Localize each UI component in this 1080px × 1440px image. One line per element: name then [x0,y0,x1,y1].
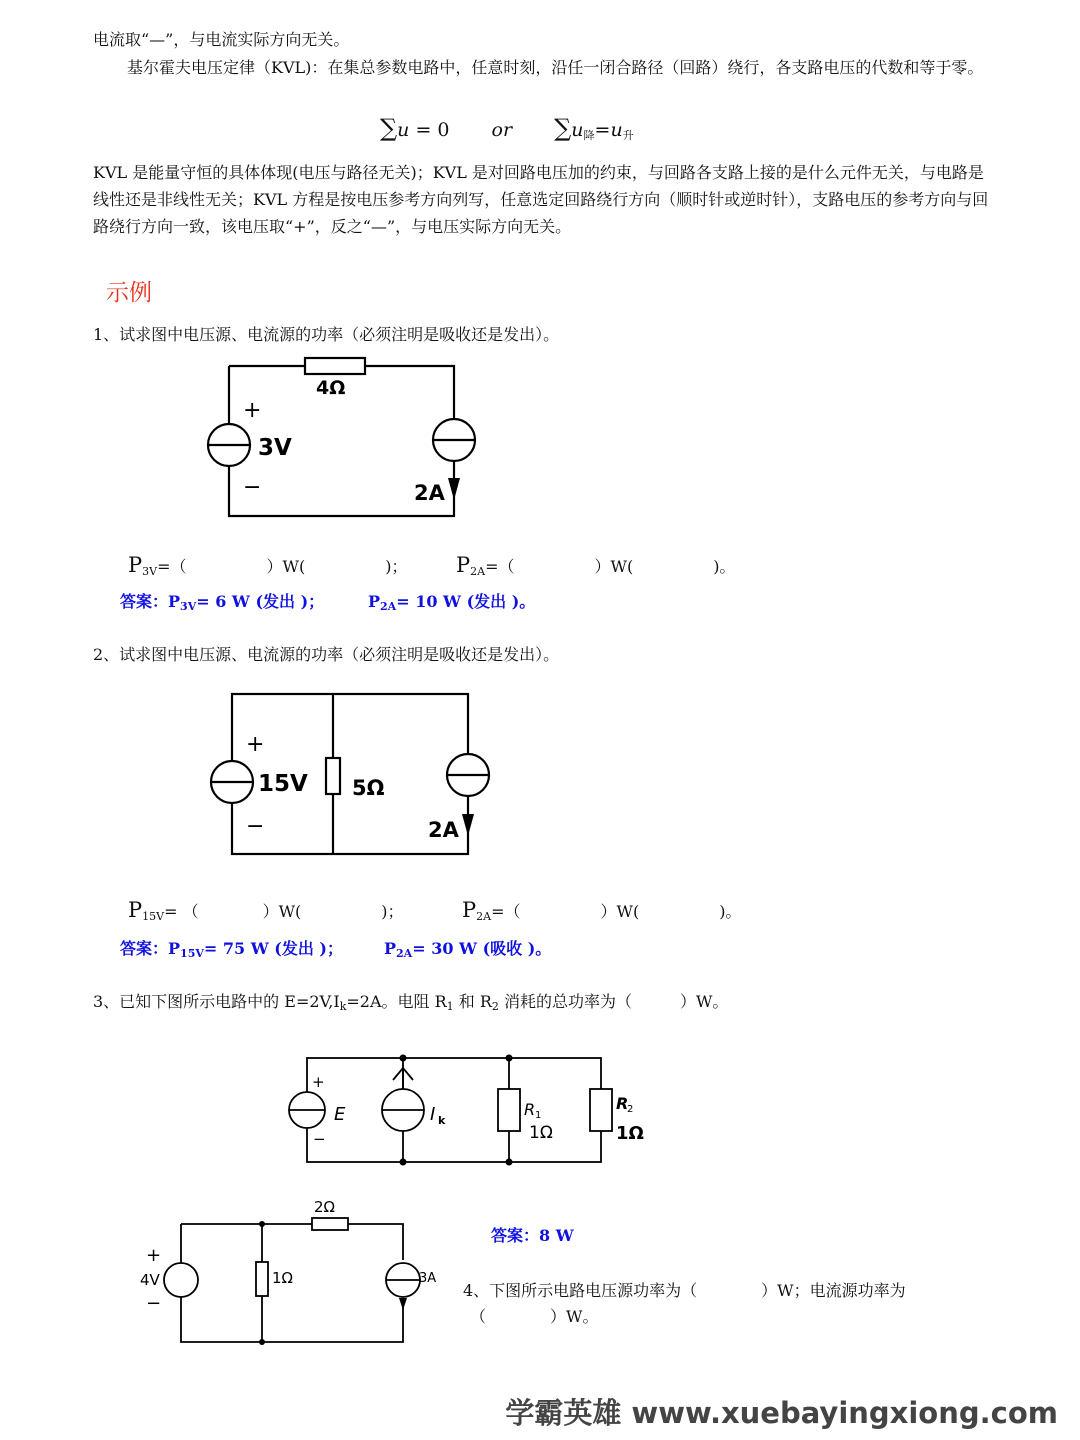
ex1-minus-label: − [243,475,262,500]
formula-or: or [491,119,513,141]
ex4-minus-label: − [146,1293,162,1314]
ex4-plus-label: + [146,1245,162,1266]
ex4-node-bottom [259,1339,265,1345]
ex1-question: 1、试求图中电压源、电流源的功率（必须注明是吸收还是发出）。 [93,325,560,344]
ex2-blank-2-rest: =（ ）W( )。 [491,902,742,921]
ex1-blank-2-rest: =（ ）W( )。 [485,557,736,576]
ex4-r-mid-label: 1Ω [272,1269,294,1287]
ex3-question-d: 消耗的总功率为（ ）W。 [498,992,729,1011]
ex1-source-v-label: 3V [258,435,292,461]
ex4-node-top [259,1221,265,1227]
ex2-blank-2-sub: 2A [476,910,492,923]
text-line-top: 电流取“—”，与电流实际方向无关。 [93,30,350,49]
ex3-r1-label: R [524,1100,536,1119]
ex4-question-b: （ ）W。 [470,1307,599,1326]
ex3-plus-label: + [312,1073,325,1091]
ex3-question-sub-k: k [339,1000,347,1013]
ex1-blank-1-p: P [128,553,143,577]
formula-eq: = [594,119,611,141]
ex1-source-i-label: 2A [414,481,445,505]
ex2-answer-2-value: = 30 W (吸收 )。 [412,939,552,958]
ex3-i-label: I [430,1104,436,1125]
ex1-answer-1-value: = 6 W (发出 )； [196,592,325,611]
formula-u-rise: u [610,119,623,141]
formula-sub-rise: 升 [622,129,634,142]
watermark: 学霸英雄 www.xuebayingxiong.com [505,1396,1058,1430]
ex2-answer-2-sub: 2A [396,947,413,960]
ex4-source-v-label: 4V [140,1271,160,1289]
ex2-answer-1-p: P [168,939,181,958]
ex2-minus-label: − [246,814,265,839]
formula-u-drop: u [571,119,584,141]
ex4-r-top-resistor [312,1218,348,1230]
ex2-question: 2、试求图中电压源、电流源的功率（必须注明是吸收还是发出）。 [93,645,560,664]
ex1-blank-1-sub: 3V [142,565,158,578]
ex3-question-sub-r2: 2 [491,1000,499,1013]
ex3-question-a: 3、已知下图所示电路中的 E=2V,I [93,992,340,1011]
ex4-question-a: 4、下图所示电路电压源功率为（ ）W；电流源功率为 [463,1281,906,1300]
ex2-blank-1-p: P [128,898,143,922]
ex3-question-c: 和 R [453,992,492,1011]
ex1-plus-label: + [243,398,262,423]
ex2-source-i-label: 2A [428,818,459,842]
ex2-answer-1-sub: 15V [180,947,204,960]
ex2-blank-1-sub: 15V [142,910,165,923]
ex4-source-i-label: 3A [419,1271,437,1286]
ex2-answer-2-p: P [384,939,397,958]
ex4-r-mid-resistor [256,1262,268,1296]
ex3-minus-label: − [313,1130,326,1148]
kvl-note: KVL 是能量守恒的具体体现(电压与路径无关)；KVL 是对回路电压加的约束，与回路各支路上接的是什么元件无关，与电路是线性还是非线性无关；KVL 方程是按电压参考方向列写，任意选定回路绕行方向（顺时针或逆时针），支路电压的参考方向与回路绕行方向一致，该电压取“+”，反之“—”，与电压实际方向无关。 [93,163,989,236]
ex1-resistor-label: 4Ω [316,377,346,399]
sum-symbol-2: ∑ [554,114,572,142]
ex2-resistor-label: 5Ω [352,776,385,800]
formula-sub-drop: 降 [583,129,595,142]
ex2-answer-1-value: = 75 W (发出 )； [203,939,343,958]
ex3-r2-label: R [616,1094,629,1113]
ex1-answer-1-sub: 3V [180,600,197,613]
ex3-r2-sub: 2 [627,1104,634,1115]
ex3-question-sub-r1: 1 [446,1000,454,1013]
ex1-blank-1-rest: =（ ）W( )； [157,557,408,576]
ex4-current-arrow-icon [399,1298,407,1310]
ex3-r2-value: 1Ω [616,1123,644,1144]
ex3-e-label: E [334,1104,346,1125]
ex1-blank-2-p: P [456,553,471,577]
ex2-blank-1-rest: = （ ）W( )； [164,902,404,921]
ex1-answer-1-p: P [168,592,181,611]
formula-u: u [397,119,410,141]
ex1-answer-2-value: = 10 W (发出 )。 [396,592,536,611]
ex2-source-v-label: 15V [258,771,308,797]
ex2-blank-2-p: P [462,898,477,922]
ex1-answer-2-sub: 2A [380,600,397,613]
ex3-r1-sub: 1 [535,1110,542,1121]
ex1-blank-2-sub: 2A [470,565,486,578]
kvl-definition: 基尔霍夫电压定律（KVL)：在集总参数电路中，任意时刻，沿任一闭合路径（回路）绕行，各支路电压的代数和等于零。 [127,58,984,77]
ex2-answer-label: 答案： [120,939,169,958]
ex4-r-top-label: 2Ω [314,1198,336,1216]
ex2-plus-label: + [246,732,265,757]
ex1-answer-2-p: P [368,592,381,611]
ex1-answer-label: 答案： [120,592,169,611]
sum-symbol: ∑ [380,114,398,142]
ex3-r1-value: 1Ω [529,1123,553,1143]
ex3-i-sub: k [438,1114,446,1127]
ex3-answer: 答案：8 W [491,1226,574,1245]
formula-eq0: = 0 [415,119,450,141]
ex3-question-b: =2A。电阻 R [346,992,447,1011]
section-title: 示例 [106,280,152,306]
ex4-voltage-source-icon [164,1263,198,1297]
